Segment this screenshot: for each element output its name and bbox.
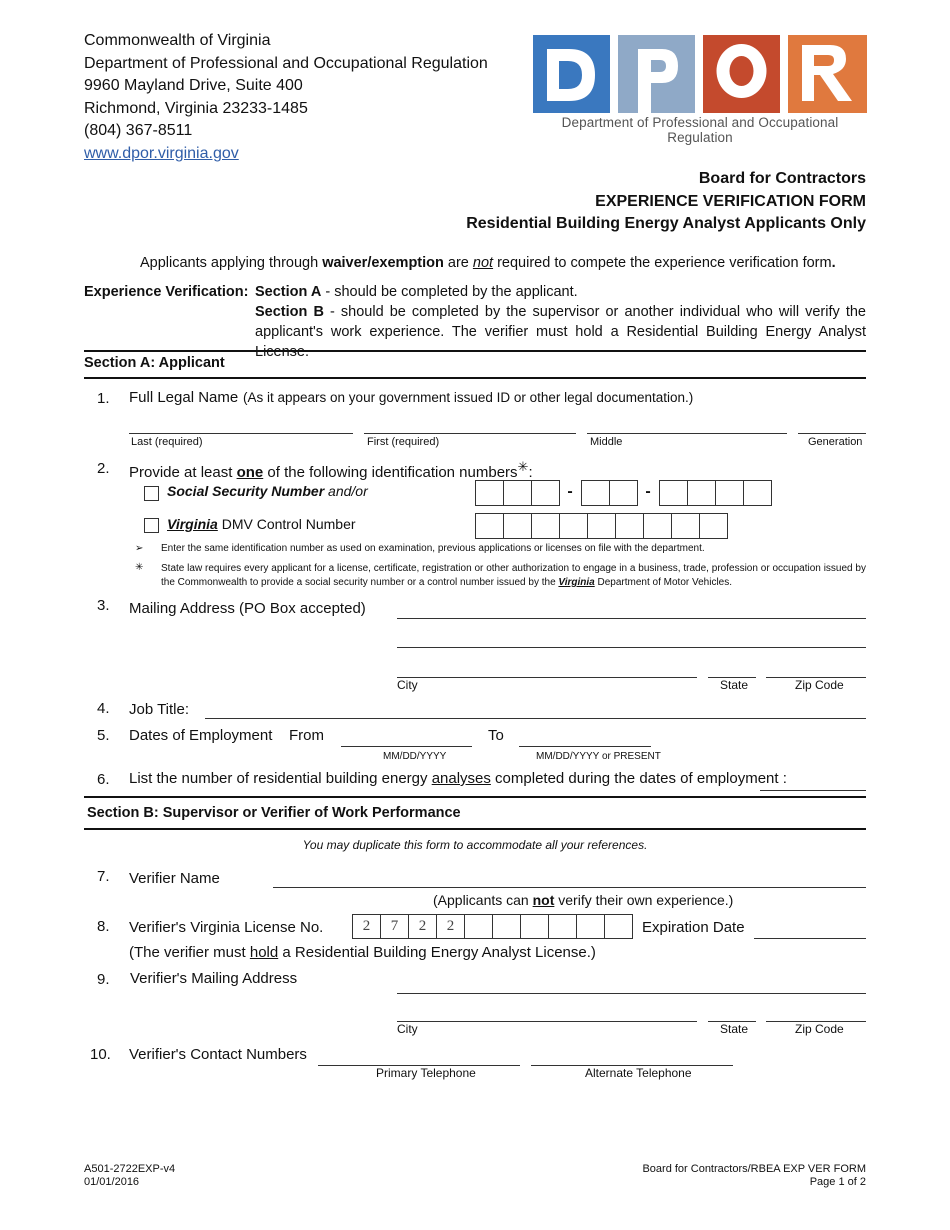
dmv-digit-box[interactable] bbox=[699, 513, 728, 539]
q7-note bbox=[433, 892, 733, 908]
first-name-hint: First (required) bbox=[367, 436, 440, 448]
logo-block-p bbox=[618, 35, 695, 113]
q6-text: List the number of residential building energy bbox=[129, 770, 432, 787]
ssn-digit-box[interactable] bbox=[609, 480, 638, 506]
intro-text: required to compete the experience verification form bbox=[493, 255, 832, 271]
dmv-digit-box[interactable] bbox=[559, 513, 588, 539]
dpor-logo bbox=[533, 35, 867, 145]
law-virginia: Virginia bbox=[558, 577, 595, 588]
q8-note-hold: hold bbox=[249, 944, 279, 961]
license-digit-box: 7 bbox=[380, 914, 409, 939]
generation-field[interactable] bbox=[798, 433, 866, 434]
ssn-group-2 bbox=[581, 480, 637, 506]
footer-left bbox=[84, 1163, 175, 1189]
q10-label: Verifier's Contact Numbers bbox=[129, 1046, 307, 1063]
verifier-address-field[interactable] bbox=[397, 993, 866, 994]
ssn-input[interactable] bbox=[475, 480, 771, 506]
form-date: 01/01/2016 bbox=[84, 1176, 140, 1188]
city-hint: City bbox=[397, 678, 418, 692]
id-note: Enter the same identification number as used on examination, previous applications or licenses on file with the department. bbox=[161, 543, 705, 554]
q4-number: 4. bbox=[97, 700, 110, 717]
dmv-input[interactable] bbox=[475, 513, 727, 539]
arrow-bullet-icon: ➢ bbox=[135, 543, 144, 554]
ssn-digit-box[interactable] bbox=[659, 480, 688, 506]
section-b-title: Section B: Supervisor or Verifier of Work Performance bbox=[87, 805, 461, 821]
asterisk-icon: ✳ bbox=[517, 459, 529, 474]
agency-address bbox=[84, 30, 488, 165]
dmv-label-text: DMV Control Number bbox=[217, 516, 356, 532]
ev-label: Experience Verification: bbox=[84, 284, 249, 300]
intro-dot: . bbox=[831, 255, 836, 271]
ssn-label-text: Social Security Number bbox=[167, 483, 325, 499]
q7-label: Verifier Name bbox=[129, 870, 220, 887]
to-date-hint: MM/DD/YYYY or PRESENT bbox=[536, 751, 661, 762]
primary-phone-hint: Primary Telephone bbox=[376, 1066, 476, 1080]
logo-caption: Department of Professional and Occupational Regulation bbox=[561, 115, 839, 145]
intro-text: are bbox=[443, 255, 473, 271]
state-hint: State bbox=[720, 678, 749, 692]
q3-number: 3. bbox=[97, 597, 110, 614]
q7-note-text: (Applicants can bbox=[433, 892, 533, 908]
expiration-date-field[interactable] bbox=[754, 938, 866, 939]
alternate-phone-hint: Alternate Telephone bbox=[585, 1066, 692, 1080]
ev-section-b bbox=[255, 302, 866, 362]
last-name-hint: Last (required) bbox=[131, 436, 203, 448]
license-digit-box[interactable] bbox=[520, 914, 549, 939]
q6-analyses: analyses bbox=[431, 770, 491, 787]
dmv-checkbox[interactable] bbox=[144, 518, 159, 533]
q3-label: Mailing Address (PO Box accepted) bbox=[129, 600, 366, 617]
license-number-input[interactable] bbox=[352, 914, 632, 939]
address-line: Commonwealth of Virginia bbox=[84, 32, 271, 49]
form-id: A501-2722EXP-v4 bbox=[84, 1163, 176, 1175]
verifier-name-field[interactable] bbox=[273, 887, 866, 888]
verifier-state-hint: State bbox=[720, 1022, 749, 1036]
ssn-checkbox[interactable] bbox=[144, 486, 159, 501]
from-date-hint: MM/DD/YYYY bbox=[383, 751, 447, 762]
q6-text: completed during the dates of employment : bbox=[490, 770, 787, 787]
license-digit-box[interactable] bbox=[604, 914, 633, 939]
state-law-note bbox=[161, 562, 866, 590]
ev-section-a bbox=[255, 282, 866, 302]
section-a-title: Section A: Applicant bbox=[84, 355, 225, 371]
q8-number: 8. bbox=[97, 918, 110, 935]
from-label: From bbox=[289, 727, 324, 744]
q10-number: 10. bbox=[90, 1046, 111, 1063]
q2-number: 2. bbox=[97, 460, 110, 477]
q2-colon: : bbox=[528, 464, 533, 481]
dmv-digit-box[interactable] bbox=[475, 513, 504, 539]
dmv-digit-box[interactable] bbox=[671, 513, 700, 539]
address-line-1-field[interactable] bbox=[397, 618, 866, 619]
q8-label: Verifier's Virginia License No. bbox=[129, 919, 324, 936]
to-label: To bbox=[488, 727, 504, 744]
logo-block-d bbox=[533, 35, 610, 113]
job-title-field[interactable] bbox=[205, 718, 866, 719]
q6-label bbox=[129, 770, 787, 787]
section-a-bottom-rule bbox=[84, 377, 866, 379]
city-field[interactable] bbox=[397, 677, 697, 678]
ssn-digit-box[interactable] bbox=[581, 480, 610, 506]
dmv-virginia: Virginia bbox=[167, 516, 218, 532]
verifier-city-field[interactable] bbox=[397, 1021, 697, 1022]
dmv-digit-box[interactable] bbox=[587, 513, 616, 539]
ssn-digit-box[interactable] bbox=[743, 480, 772, 506]
dmv-digit-box[interactable] bbox=[643, 513, 672, 539]
address-line: Department of Professional and Occupational Regulation bbox=[84, 54, 488, 72]
address-line-2-field[interactable] bbox=[397, 647, 866, 648]
address-line: Richmond, Virginia 23233-1485 bbox=[84, 99, 308, 117]
verifier-zip-hint: Zip Code bbox=[795, 1022, 844, 1036]
q1-label: Full Legal Name bbox=[129, 389, 239, 406]
q2-one: one bbox=[236, 464, 264, 481]
address-line: (804) 367-8511 bbox=[84, 122, 193, 139]
dmv-digit-box[interactable] bbox=[503, 513, 532, 539]
from-date-field[interactable] bbox=[341, 746, 472, 747]
intro-emphasis: not bbox=[472, 255, 494, 271]
q2-text: Provide at least bbox=[129, 464, 237, 481]
q6-number: 6. bbox=[97, 771, 110, 788]
q9-number: 9. bbox=[97, 971, 110, 988]
ev-a-label: Section A bbox=[255, 284, 322, 300]
last-name-field[interactable] bbox=[129, 433, 353, 434]
form-title: EXPERIENCE VERIFICATION FORM bbox=[595, 192, 866, 210]
ssn-digit-box[interactable] bbox=[503, 480, 532, 506]
q8-note-text: (The verifier must bbox=[129, 944, 250, 961]
middle-name-field[interactable] bbox=[587, 433, 787, 434]
duplicate-note: You may duplicate this form to accommodate all your references. bbox=[302, 838, 648, 852]
section-b-bottom-rule bbox=[84, 828, 866, 830]
ssn-digit-box[interactable] bbox=[715, 480, 744, 506]
q8-note bbox=[129, 944, 596, 961]
license-digit-box: 2 bbox=[408, 914, 437, 939]
logo-block-r bbox=[788, 35, 867, 113]
waiver-note bbox=[140, 255, 836, 271]
law-text: State law requires every applicant for a license, certificate, registration or other authorization to engage in a business, trade, profession or occupation issued by the Commonwealth to provide a social security number or a control number issued by the bbox=[161, 563, 866, 588]
dmv-digit-box[interactable] bbox=[531, 513, 560, 539]
website-link[interactable]: www.dpor.virginia.gov bbox=[84, 144, 239, 162]
expiration-label: Expiration Date bbox=[642, 919, 745, 936]
intro-bold: waiver/exemption bbox=[322, 255, 444, 271]
dmv-label bbox=[167, 516, 356, 532]
generation-hint: Generation bbox=[808, 436, 863, 448]
q5-number: 5. bbox=[97, 727, 110, 744]
ev-b-text: - should be completed by the supervisor or another individual who will verify the applicant's work experience. The verifier must hold a Residential Building Energy Analyst License. bbox=[255, 304, 866, 360]
zip-hint: Zip Code bbox=[795, 678, 844, 692]
q4-label: Job Title: bbox=[129, 701, 190, 718]
address-line: 9960 Mayland Drive, Suite 400 bbox=[84, 77, 303, 94]
analyses-count-field[interactable] bbox=[760, 790, 866, 791]
license-digit-box: 2 bbox=[352, 914, 381, 939]
footer-right bbox=[642, 1163, 866, 1189]
q1-note: (As it appears on your government issued ID or other legal documentation.) bbox=[243, 390, 694, 405]
q7-note-text: verify their own experience.) bbox=[554, 892, 734, 908]
form-titles bbox=[466, 168, 866, 236]
ssn-group-1 bbox=[475, 480, 559, 506]
q2-label bbox=[129, 459, 533, 481]
law-text: Department of Motor Vehicles. bbox=[594, 577, 733, 588]
license-digit-box[interactable] bbox=[492, 914, 521, 939]
ssn-dash: - bbox=[645, 483, 651, 500]
asterisk-bullet-icon: ✳ bbox=[135, 562, 144, 573]
q7-note-not: not bbox=[532, 892, 555, 908]
ssn-digit-box[interactable] bbox=[475, 480, 504, 506]
verifier-city-hint: City bbox=[397, 1022, 418, 1036]
section-b-top-rule bbox=[84, 796, 866, 798]
ev-a-text: - should be completed by the applicant. bbox=[321, 284, 578, 300]
logo-block-o bbox=[703, 35, 780, 113]
q9-label: Verifier's Mailing Address bbox=[130, 970, 298, 987]
q1-number: 1. bbox=[97, 390, 110, 407]
ssn-suffix: and/or bbox=[324, 483, 368, 499]
license-digit-box[interactable] bbox=[548, 914, 577, 939]
ssn-label bbox=[167, 483, 368, 499]
board-title: Board for Contractors bbox=[698, 170, 866, 187]
to-date-field[interactable] bbox=[519, 746, 651, 747]
ssn-group-3 bbox=[659, 480, 771, 506]
q2-text: of the following identification numbers bbox=[263, 464, 518, 481]
q5-label: Dates of Employment bbox=[129, 727, 273, 744]
footer-form-name: Board for Contractors/RBEA EXP VER FORM bbox=[642, 1163, 866, 1175]
license-digit-box: 2 bbox=[436, 914, 465, 939]
q8-note-text: a Residential Building Energy Analyst License.) bbox=[278, 944, 596, 961]
ssn-digit-box[interactable] bbox=[531, 480, 560, 506]
intro-text: Applicants applying through bbox=[140, 255, 323, 271]
section-a-top-rule bbox=[84, 350, 866, 352]
page-number: Page 1 of 2 bbox=[809, 1176, 866, 1188]
q7-number: 7. bbox=[97, 868, 110, 885]
license-digit-box[interactable] bbox=[576, 914, 605, 939]
ssn-digit-box[interactable] bbox=[687, 480, 716, 506]
license-digit-box[interactable] bbox=[464, 914, 493, 939]
form-subtitle: Residential Building Energy Analyst Applicants Only bbox=[466, 215, 866, 232]
ssn-dash: - bbox=[567, 483, 573, 500]
first-name-field[interactable] bbox=[364, 433, 576, 434]
ev-b-label: Section B bbox=[255, 304, 324, 320]
dmv-digit-box[interactable] bbox=[615, 513, 644, 539]
middle-name-hint: Middle bbox=[590, 436, 623, 448]
